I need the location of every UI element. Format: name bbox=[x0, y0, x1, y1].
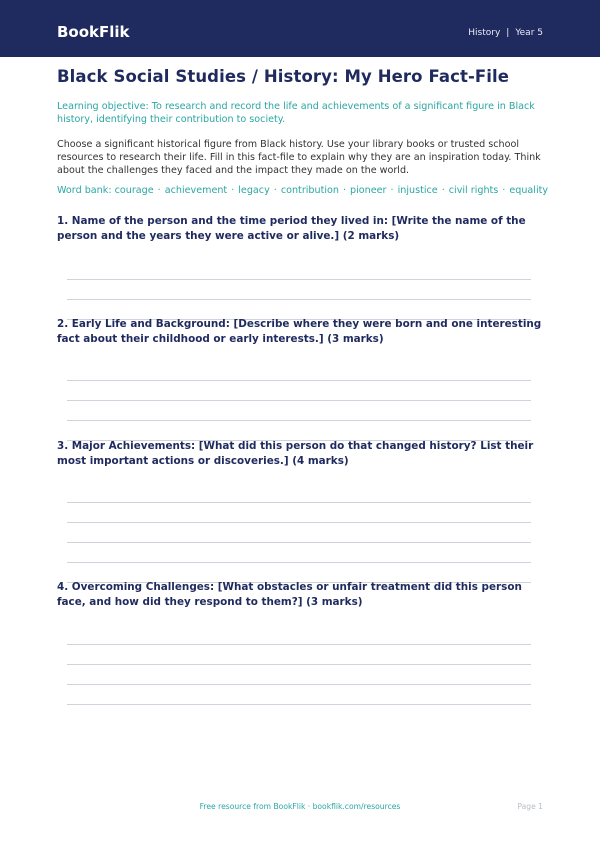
word-separator: · bbox=[231, 185, 235, 196]
word-separator: · bbox=[273, 185, 277, 196]
year-label: Year 5 bbox=[515, 28, 543, 38]
answer-line[interactable] bbox=[67, 400, 531, 401]
word-separator: · bbox=[342, 185, 347, 196]
question-2: 2. Early Life and Background: [Describe where they were born and one interesting fact about their childhood or early interests.] (3 marks) bbox=[57, 318, 542, 346]
subject-year-label bbox=[468, 26, 543, 40]
word-bank-word: courage bbox=[114, 185, 154, 196]
word-bank bbox=[57, 184, 549, 197]
word-bank-label: Word bank: bbox=[57, 185, 112, 196]
question-3: 3. Major Achievements: [What did this person do that changed history? List their most important actions or discoveries.] (4 marks) bbox=[57, 440, 534, 468]
answer-line[interactable] bbox=[67, 562, 531, 563]
question-1: 1. Name of the person and the time period they lived in: [Write the name of the person and the years they were active or alive.] (2 marks) bbox=[57, 215, 526, 243]
intro-instructions: Choose a significant historical figure from Black history. Use your library books or trusted school resources to research their life. Fill in this fact-file to explain why they are an inspiration today. Think about the challenges they faced and the impact they made on the world. bbox=[57, 139, 541, 177]
word-separator: · bbox=[390, 185, 394, 196]
word-separator: · bbox=[441, 185, 445, 196]
word-separator: · bbox=[502, 185, 506, 196]
footer-credit: Free resource from BookFlik · bookflik.com/resources bbox=[199, 802, 401, 811]
word-separator: · bbox=[157, 185, 161, 196]
word-bank-word: pioneer bbox=[350, 185, 387, 196]
word-bank-word: legacy bbox=[238, 185, 270, 196]
word-bank-word: equality bbox=[509, 185, 549, 196]
question-4: 4. Overcoming Challenges: [What obstacles or unfair treatment did this person face, and how did they respond to them?] (3 marks) bbox=[57, 581, 522, 609]
header-bar bbox=[0, 0, 600, 57]
answer-line[interactable] bbox=[67, 380, 531, 381]
answer-line[interactable] bbox=[67, 684, 531, 685]
answer-line[interactable] bbox=[67, 299, 531, 300]
page-number: Page 1 bbox=[517, 802, 543, 811]
answer-line[interactable] bbox=[67, 542, 531, 543]
word-bank-word: injustice bbox=[397, 185, 438, 196]
subject-label: History bbox=[468, 28, 501, 38]
answer-line[interactable] bbox=[67, 279, 531, 280]
word-bank-word: civil rights bbox=[448, 185, 499, 196]
learning-objective: Learning objective: To research and record the life and achievements of a significant figure in Black history, identifying their contribution to society. bbox=[57, 101, 535, 126]
answer-line[interactable] bbox=[67, 502, 531, 503]
answer-line[interactable] bbox=[67, 664, 531, 665]
answer-line[interactable] bbox=[67, 644, 531, 645]
word-bank-word: contribution bbox=[280, 185, 339, 196]
brand-logo-text: BookFlik bbox=[57, 23, 130, 41]
word-bank-words bbox=[115, 185, 548, 196]
answer-line[interactable] bbox=[67, 420, 531, 421]
page-title: Black Social Studies / History: My Hero Fact-File bbox=[57, 67, 510, 86]
word-bank-word: achievement bbox=[164, 185, 228, 196]
meta-separator: | bbox=[506, 28, 510, 38]
answer-line[interactable] bbox=[67, 522, 531, 523]
answer-line[interactable] bbox=[67, 704, 531, 705]
